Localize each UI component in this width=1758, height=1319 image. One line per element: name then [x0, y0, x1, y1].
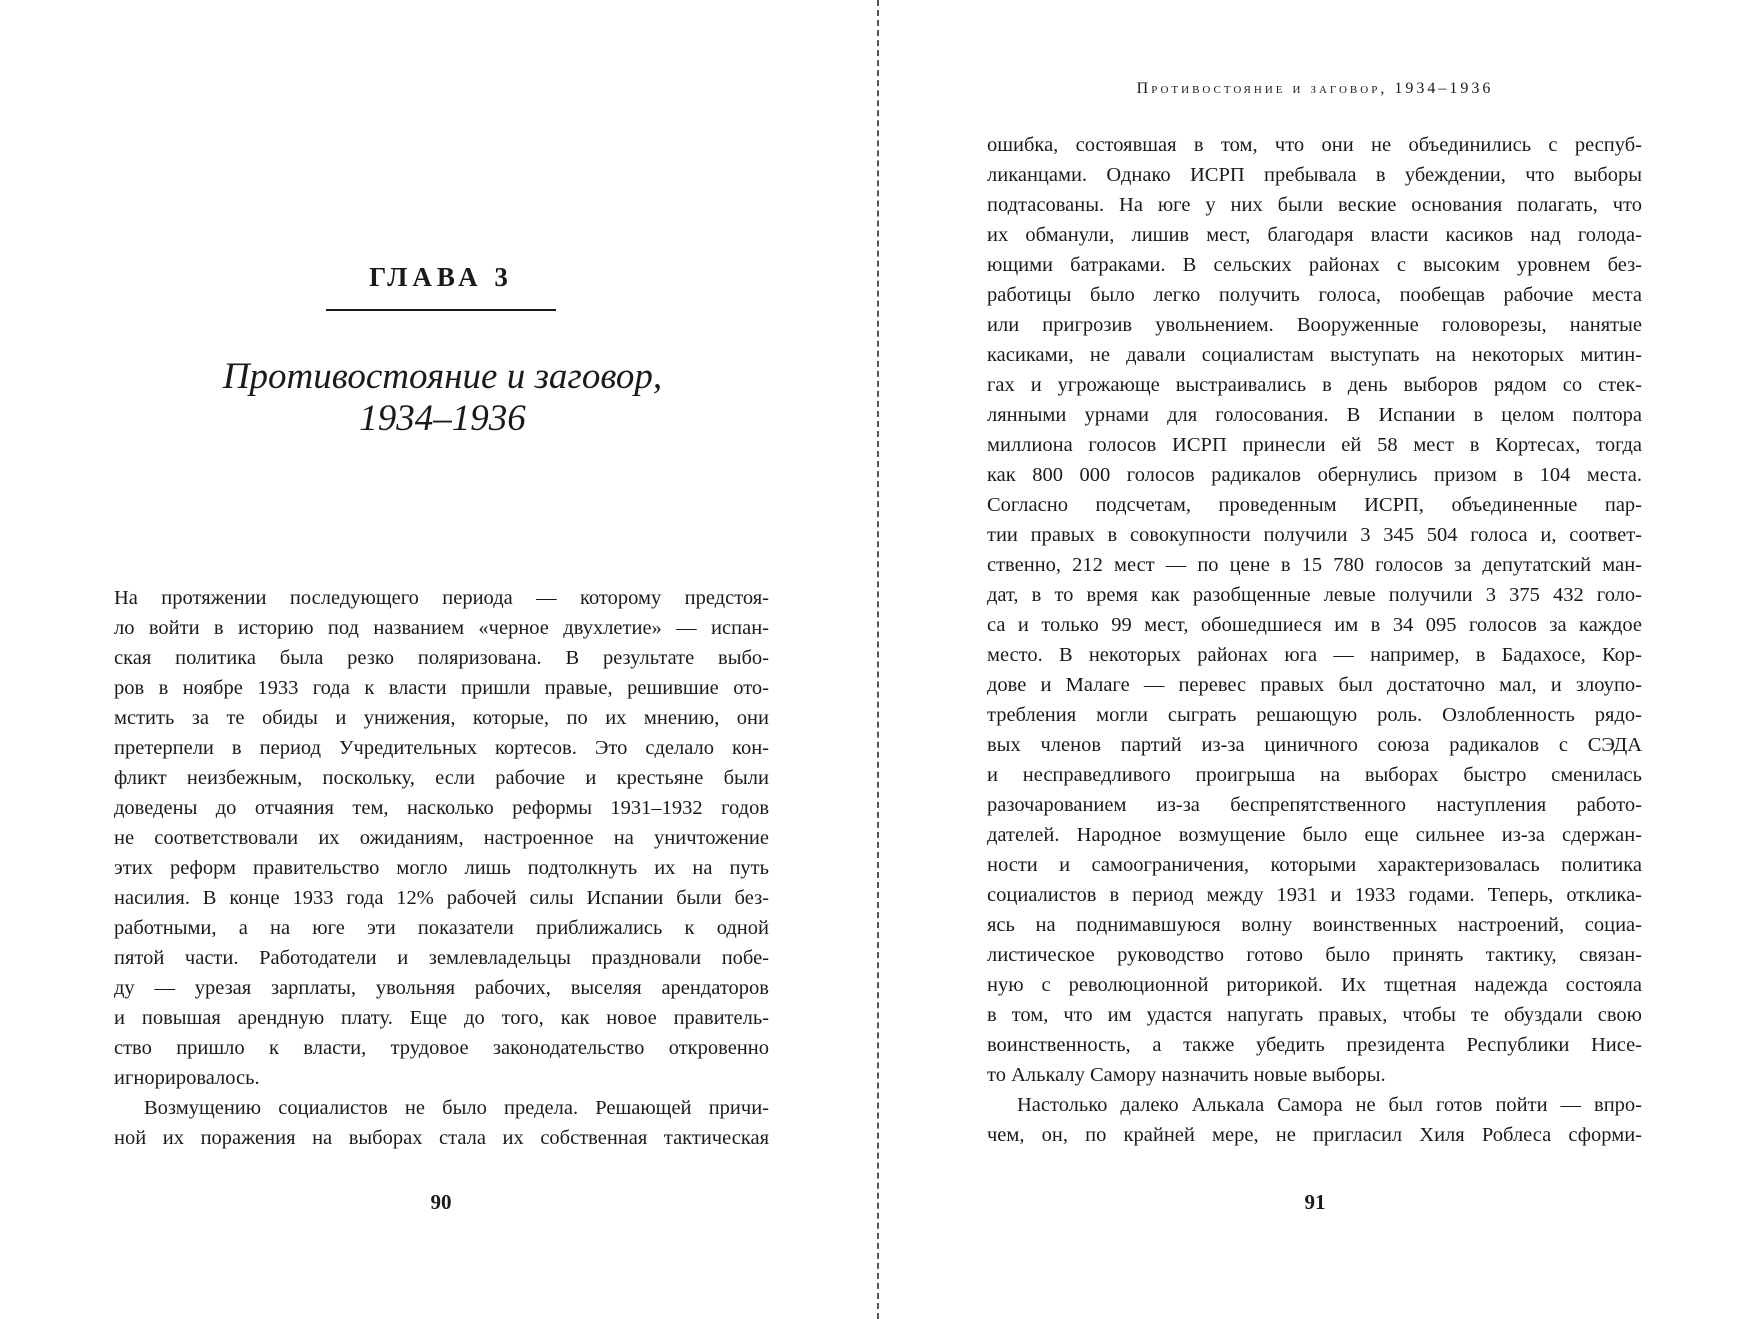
text-line: Согласно подсчетам, проведенным ИСРП, объединенные пар- — [987, 494, 1642, 516]
left-body-text — [114, 583, 769, 1153]
text-line: дове и Малаге — перевес правых был достаточно мал, и злоупо- — [987, 674, 1642, 696]
text-line: и несправедливого проигрыша на выборах быстро сменилась — [987, 764, 1642, 786]
page-divider — [877, 0, 879, 1319]
text-line: чем, он, по крайней мере, не пригласил Хиля Роблеса сформи- — [987, 1124, 1642, 1146]
text-line: ющими батраками. В сельских районах с высоким уровнем без- — [987, 254, 1642, 276]
chapter-label: ГЛАВА 3 — [369, 262, 513, 292]
left-page — [0, 0, 878, 1319]
text-line: работицы было легко получить голоса, пообещав рабочие места — [987, 284, 1642, 306]
text-line: мстить за те обиды и унижения, которые, по их мнению, они — [114, 707, 769, 729]
text-line: ская политика была резко поляризована. В результате выбо- — [114, 647, 769, 669]
text-line: или пригрозив увольнением. Вооруженные головорезы, нанятые — [987, 314, 1642, 336]
text-line: ясь на поднимавшуюся волну воинственных настроений, социа- — [987, 914, 1642, 936]
text-line: листическое руководство готово было принять тактику, связан- — [987, 944, 1642, 966]
text-line: как 800 000 голосов радикалов обернулись призом в 104 места. — [987, 464, 1642, 486]
text-line: пятой части. Работодатели и землевладельцы праздновали побе- — [114, 947, 769, 969]
text-line: миллиона голосов ИСРП принесли ей 58 мест в Кортесах, тогда — [987, 434, 1642, 456]
text-line: игнорировалось. — [114, 1067, 260, 1089]
text-line: ду — урезая зарплаты, увольняя рабочих, выселяя арендаторов — [114, 977, 769, 999]
text-line: лянными урнами для голосования. В Испании в целом полтора — [987, 404, 1642, 426]
chapter-rule — [326, 309, 556, 311]
text-line: их обманули, лишив мест, благодаря власти касиков над голода- — [987, 224, 1642, 246]
chapter-title-line-1: Противостояние и заговор, — [222, 356, 663, 397]
text-line: Настолько далеко Алькала Самора не был готов пойти — впро- — [1017, 1094, 1642, 1116]
text-line: ную с революционной риторикой. Их тщетная надежда состояла — [987, 974, 1642, 996]
text-line: разочарованием из-за беспрепятственного наступления работо- — [987, 794, 1642, 816]
text-line: ности и самоограничения, которыми характеризовалась политика — [987, 854, 1642, 876]
text-line: и повышая арендную плату. Еще до того, как новое правитель- — [114, 1007, 769, 1029]
text-line: ной их поражения на выборах стала их собственная тактическая — [114, 1127, 769, 1149]
text-line: касиками, не давали социалистам выступать на некоторых митин- — [987, 344, 1642, 366]
text-line: требления могли сыграть решающую роль. Озлобленность рядо- — [987, 704, 1642, 726]
text-line: тии правых в совокупности получили 3 345 504 голоса и, соответ- — [987, 524, 1642, 546]
text-line: подтасованы. На юге у них были веские основания полагать, что — [987, 194, 1642, 216]
text-line: воинственность, а также убедить президента Республики Нисе- — [987, 1034, 1642, 1056]
text-line: претерпели в период Учредительных кортесов. Это сделало кон- — [114, 737, 769, 759]
text-line: На протяжении последующего периода — которому предстоя- — [114, 587, 769, 609]
text-line: насилия. В конце 1933 года 12% рабочей силы Испании были без- — [114, 887, 769, 909]
text-line: фликт неизбежным, поскольку, если рабочие и крестьяне были — [114, 767, 769, 789]
chapter-title-line-2: 1934–1936 — [359, 398, 526, 439]
page-number: 91 — [1304, 1190, 1326, 1214]
text-line: работными, а на юге эти показатели приближались к одной — [114, 917, 769, 939]
text-line: дателей. Народное возмущение было еще сильнее из-за сдержан- — [987, 824, 1642, 846]
text-line: ственно, 212 мест — по цене в 15 780 голосов за депутатский ман- — [987, 554, 1642, 576]
text-line: Возмущению социалистов не было предела. Решающей причи- — [144, 1097, 769, 1119]
text-line: в том, что им удастся напугать правых, чтобы те обуздали свою — [987, 1004, 1642, 1026]
text-line: не соответствовали их ожиданиям, настроенное на уничтожение — [114, 827, 769, 849]
text-line: то Алькалу Самору назначить новые выборы. — [987, 1064, 1386, 1086]
running-head: Противостояние и заговор, 1934–1936 — [1136, 80, 1494, 97]
text-line: доведены до отчаяния тем, насколько реформы 1931–1932 годов — [114, 797, 769, 819]
text-line: место. В некоторых районах юга — например, в Бадахосе, Кор- — [987, 644, 1642, 666]
text-line: са и только 99 мест, обошедшиеся им в 34 095 голосов за каждое — [987, 614, 1642, 636]
text-line: социалистов в период между 1931 и 1933 годами. Теперь, отклика- — [987, 884, 1642, 906]
text-line: ров в ноябре 1933 года к власти пришли правые, решившие ото- — [114, 677, 769, 699]
right-body-text — [987, 130, 1642, 1150]
text-line: вых членов партий из-за циничного союза радикалов с СЭДА — [987, 734, 1642, 756]
text-line: ло войти в историю под названием «черное двухлетие» — испан- — [114, 617, 769, 639]
text-line: этих реформ правительство могло лишь подтолкнуть их на путь — [114, 857, 769, 879]
chapter-title — [140, 356, 745, 440]
text-line: ликанцами. Однако ИСРП пребывала в убеждении, что выборы — [987, 164, 1642, 186]
text-line: дат, в то время как разобщенные левые получили 3 375 432 голо- — [987, 584, 1642, 606]
text-line: ство пришло к власти, трудовое законодательство откровенно — [114, 1037, 769, 1059]
page-number: 90 — [430, 1190, 452, 1214]
text-line: гах и угрожающе выстраивались в день выборов рядом со стек- — [987, 374, 1642, 396]
text-line: ошибка, состоявшая в том, что они не объединились с респуб- — [987, 134, 1642, 156]
